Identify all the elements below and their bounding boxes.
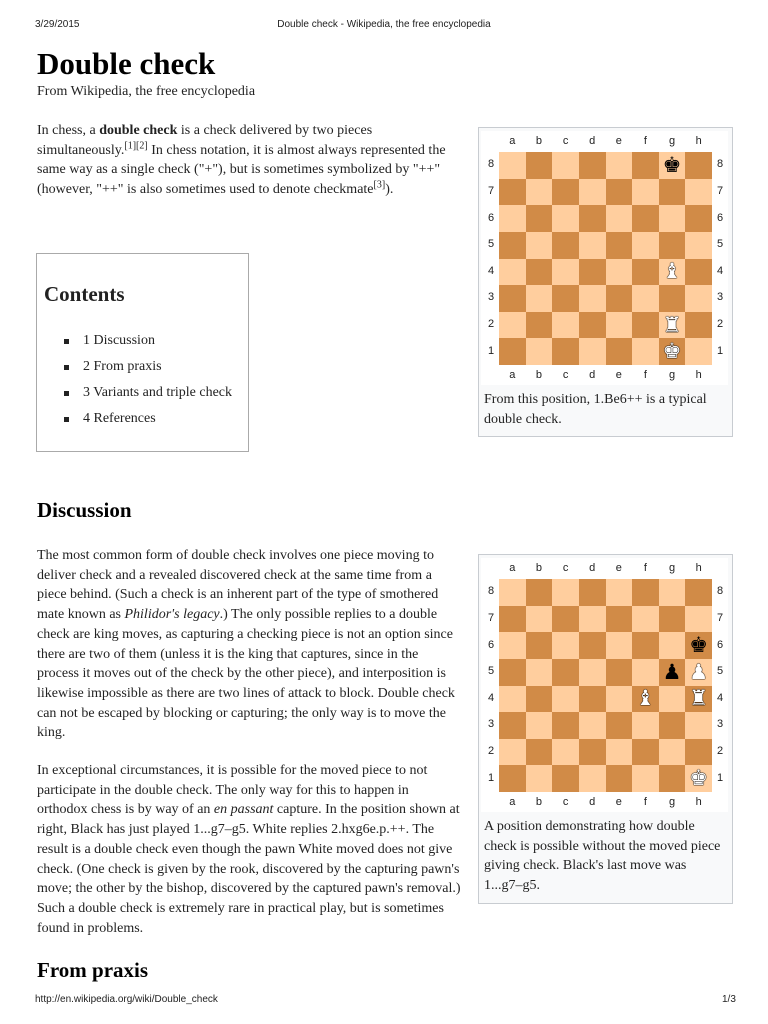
rank-label-7: 7 xyxy=(487,611,495,624)
square-f7 xyxy=(632,179,659,206)
term-philidors-legacy[interactable]: Philidor's legacy xyxy=(124,607,220,623)
square-c2 xyxy=(552,739,579,766)
file-label-d: d xyxy=(589,562,596,574)
toc-item-references[interactable]: 4 References xyxy=(37,410,232,436)
square-d1 xyxy=(579,765,606,792)
term-en-passant[interactable]: en passant xyxy=(213,802,274,818)
square-f8 xyxy=(632,152,659,179)
square-b4 xyxy=(526,686,553,713)
square-h3 xyxy=(685,285,712,312)
square-h4 xyxy=(685,259,712,286)
square-a7 xyxy=(499,606,526,633)
square-d8 xyxy=(579,579,606,606)
square-f3 xyxy=(632,285,659,312)
print-title: Double check - Wikipedia, the free encyclopedia xyxy=(277,19,491,30)
rank-label-6: 6 xyxy=(716,638,724,651)
square-b5 xyxy=(526,659,553,686)
square-c8 xyxy=(552,152,579,179)
square-f8 xyxy=(632,579,659,606)
square-e1 xyxy=(606,338,633,365)
white-piece-icon: ♚ xyxy=(662,339,682,364)
square-h1 xyxy=(685,338,712,365)
square-e7 xyxy=(606,179,633,206)
square-e3 xyxy=(606,285,633,312)
square-g5 xyxy=(659,659,686,686)
file-label-a: a xyxy=(509,135,516,147)
file-label-c: c xyxy=(562,562,569,574)
square-g7 xyxy=(659,179,686,206)
square-g4 xyxy=(659,686,686,713)
square-g1 xyxy=(659,765,686,792)
square-e4 xyxy=(606,259,633,286)
square-g2 xyxy=(659,739,686,766)
ref-link[interactable]: [1] xyxy=(124,140,137,152)
square-b8 xyxy=(526,579,553,606)
toc-item-variants[interactable]: 3 Variants and triple check xyxy=(37,384,232,410)
square-h5 xyxy=(685,659,712,686)
rank-label-7: 7 xyxy=(716,611,724,624)
toc-title: Contents xyxy=(44,282,125,306)
file-label-f: f xyxy=(643,135,647,147)
file-label-h: h xyxy=(695,135,702,147)
square-d2 xyxy=(579,739,606,766)
square-f4 xyxy=(632,259,659,286)
square-a8 xyxy=(499,152,526,179)
square-g5 xyxy=(659,232,686,259)
ref-link[interactable]: [2] xyxy=(136,140,148,152)
rank-label-5: 5 xyxy=(716,238,724,251)
rank-label-2: 2 xyxy=(487,318,495,331)
rank-label-4: 4 xyxy=(487,691,495,704)
square-h6 xyxy=(685,205,712,232)
square-e6 xyxy=(606,632,633,659)
square-b8 xyxy=(526,152,553,179)
print-page-number: 1/3 xyxy=(722,994,736,1005)
rank-label-4: 4 xyxy=(487,264,495,277)
discussion-paragraph-1: The most common form of double check involves one piece moving to deliver check and a revealed discovered check at the same time from a piece behind. (Such a check is an inherent part of the type of smothered mate known as Philidor's legacy.) The only possible replies to a double check are king moves, as capturing a checking piece is not an option since there are two of them (unless it is the king that captures, since in the process it moves out of the check by the other piece), and interposition is likewise impossible as there are two lines of attack to block. Double check can not be escaped by blocking or capturing; the only way is to move the king. xyxy=(37,548,455,741)
square-d5 xyxy=(579,232,606,259)
square-f6 xyxy=(632,632,659,659)
rank-label-3: 3 xyxy=(716,291,724,304)
rank-label-1: 1 xyxy=(716,771,724,784)
square-a5 xyxy=(499,232,526,259)
square-a3 xyxy=(499,285,526,312)
chess-figure-1 xyxy=(478,127,733,437)
square-g4 xyxy=(659,259,686,286)
square-a6 xyxy=(499,205,526,232)
square-a5 xyxy=(499,659,526,686)
black-piece-icon: ♚ xyxy=(689,633,709,658)
square-b6 xyxy=(526,632,553,659)
file-label-e: e xyxy=(615,369,622,381)
square-c6 xyxy=(552,632,579,659)
square-g3 xyxy=(659,712,686,739)
square-f5 xyxy=(632,659,659,686)
square-f4 xyxy=(632,686,659,713)
square-h2 xyxy=(685,312,712,339)
white-piece-icon: ♚ xyxy=(689,766,709,791)
square-d4 xyxy=(579,259,606,286)
file-label-c: c xyxy=(562,369,569,381)
square-b3 xyxy=(526,285,553,312)
ref-link[interactable]: [3] xyxy=(373,179,386,191)
square-b7 xyxy=(526,179,553,206)
discussion-paragraph-2: In exceptional circumstances, it is possible for the moved piece to not participate in the double check. The only way for this to happen in orthodox chess is by way of an en passant capture. In the position shown at right, Black has just played 1...g7–g5. White replies 2.hxg6e.p.++. The result is a double check even though the pawn White moved does not give check. (One check is given by the rook, discovered by the capturing pawn's move; the other by the bishop, discovered by the captured pawn's removal.) Such a double check is extremely rare in practical play, but is sometimes found in problems. xyxy=(37,763,461,936)
file-label-d: d xyxy=(589,796,596,808)
file-label-a: a xyxy=(509,796,516,808)
rank-label-6: 6 xyxy=(487,638,495,651)
rank-label-2: 2 xyxy=(716,745,724,758)
file-label-a: a xyxy=(509,369,516,381)
square-b5 xyxy=(526,232,553,259)
rank-label-3: 3 xyxy=(487,291,495,304)
file-label-c: c xyxy=(562,135,569,147)
square-e8 xyxy=(606,579,633,606)
table-of-contents xyxy=(36,253,249,452)
white-piece-icon: ♜ xyxy=(662,312,682,337)
rank-label-2: 2 xyxy=(487,745,495,758)
file-label-b: b xyxy=(535,796,542,808)
square-c4 xyxy=(552,259,579,286)
rank-label-4: 4 xyxy=(716,691,724,704)
square-h7 xyxy=(685,179,712,206)
square-d1 xyxy=(579,338,606,365)
square-e1 xyxy=(606,765,633,792)
white-piece-icon: ♜ xyxy=(689,686,709,711)
rank-label-1: 1 xyxy=(487,344,495,357)
rank-label-7: 7 xyxy=(716,184,724,197)
board-grid xyxy=(499,579,712,792)
file-label-b: b xyxy=(535,135,542,147)
section-heading-from-praxis: From praxis xyxy=(37,958,149,982)
square-c1 xyxy=(552,765,579,792)
square-f3 xyxy=(632,712,659,739)
file-label-a: a xyxy=(509,562,516,574)
white-piece-icon: ♝ xyxy=(662,259,682,284)
square-c4 xyxy=(552,686,579,713)
file-label-h: h xyxy=(695,796,702,808)
file-label-e: e xyxy=(615,562,622,574)
section-heading-discussion: Discussion xyxy=(37,498,132,522)
square-g8 xyxy=(659,579,686,606)
square-h2 xyxy=(685,739,712,766)
rank-label-4: 4 xyxy=(716,264,724,277)
figure-caption: From this position, 1.Be6++ is a typical double check. xyxy=(484,392,707,427)
square-h3 xyxy=(685,712,712,739)
square-f5 xyxy=(632,232,659,259)
file-label-g: g xyxy=(669,135,676,147)
square-c3 xyxy=(552,285,579,312)
square-e2 xyxy=(606,739,633,766)
file-label-h: h xyxy=(695,369,702,381)
intro-paragraph: In chess, a double check is a check delivered by two pieces simultaneously.[1][2] In chess notation, it is almost always represented the same way as a single check ("+"), but is sometimes symbolized by "++" (however, "++" is also sometimes used to denote checkmate[3]). xyxy=(37,123,446,198)
square-e8 xyxy=(606,152,633,179)
square-h4 xyxy=(685,686,712,713)
square-a2 xyxy=(499,739,526,766)
black-piece-icon: ♚ xyxy=(662,152,682,177)
square-a4 xyxy=(499,686,526,713)
square-d3 xyxy=(579,712,606,739)
file-label-b: b xyxy=(535,369,542,381)
square-a1 xyxy=(499,338,526,365)
square-b1 xyxy=(526,765,553,792)
square-c5 xyxy=(552,659,579,686)
square-h8 xyxy=(685,579,712,606)
rank-label-6: 6 xyxy=(487,211,495,224)
square-d6 xyxy=(579,205,606,232)
square-g6 xyxy=(659,205,686,232)
square-f2 xyxy=(632,739,659,766)
rank-label-3: 3 xyxy=(487,718,495,731)
square-c6 xyxy=(552,205,579,232)
square-h6 xyxy=(685,632,712,659)
file-label-g: g xyxy=(669,562,676,574)
square-e4 xyxy=(606,686,633,713)
rank-label-5: 5 xyxy=(487,665,495,678)
rank-label-8: 8 xyxy=(487,158,495,171)
black-piece-icon: ♟ xyxy=(662,659,682,684)
square-h5 xyxy=(685,232,712,259)
square-c3 xyxy=(552,712,579,739)
square-a2 xyxy=(499,312,526,339)
page-title: Double check xyxy=(37,46,216,81)
square-c2 xyxy=(552,312,579,339)
square-h1 xyxy=(685,765,712,792)
square-f2 xyxy=(632,312,659,339)
square-c7 xyxy=(552,606,579,633)
print-date: 3/29/2015 xyxy=(35,19,80,30)
square-b6 xyxy=(526,205,553,232)
square-e6 xyxy=(606,205,633,232)
page-subtitle: From Wikipedia, the free encyclopedia xyxy=(37,84,256,99)
square-g3 xyxy=(659,285,686,312)
square-c7 xyxy=(552,179,579,206)
file-label-b: b xyxy=(535,562,542,574)
toc-item-discussion[interactable]: 1 Discussion xyxy=(37,332,232,358)
square-a4 xyxy=(499,259,526,286)
square-b1 xyxy=(526,338,553,365)
square-a7 xyxy=(499,179,526,206)
square-b7 xyxy=(526,606,553,633)
square-e7 xyxy=(606,606,633,633)
square-e3 xyxy=(606,712,633,739)
square-f1 xyxy=(632,765,659,792)
square-g7 xyxy=(659,606,686,633)
chess-board xyxy=(481,131,728,385)
print-url: http://en.wikipedia.org/wiki/Double_check xyxy=(35,994,218,1005)
rank-label-5: 5 xyxy=(716,665,724,678)
toc-list xyxy=(37,332,232,436)
square-d2 xyxy=(579,312,606,339)
white-piece-icon: ♟ xyxy=(689,659,709,684)
square-h8 xyxy=(685,152,712,179)
board-grid xyxy=(499,152,712,365)
rank-label-1: 1 xyxy=(716,344,724,357)
square-d4 xyxy=(579,686,606,713)
square-g8 xyxy=(659,152,686,179)
chess-board xyxy=(481,558,728,812)
square-d5 xyxy=(579,659,606,686)
file-label-f: f xyxy=(643,796,647,808)
square-f1 xyxy=(632,338,659,365)
file-label-h: h xyxy=(695,562,702,574)
rank-label-8: 8 xyxy=(716,585,724,598)
rank-label-8: 8 xyxy=(716,158,724,171)
square-c8 xyxy=(552,579,579,606)
square-a1 xyxy=(499,765,526,792)
square-f6 xyxy=(632,205,659,232)
square-e5 xyxy=(606,659,633,686)
square-d7 xyxy=(579,606,606,633)
file-label-f: f xyxy=(643,369,647,381)
file-label-d: d xyxy=(589,135,596,147)
square-d8 xyxy=(579,152,606,179)
square-g1 xyxy=(659,338,686,365)
file-label-f: f xyxy=(643,562,647,574)
file-label-g: g xyxy=(669,369,676,381)
file-label-d: d xyxy=(589,369,596,381)
figure-caption: A position demonstrating how double check is possible without the moved piece giving check. Black's last move was 1...g7–g5. xyxy=(484,819,721,893)
square-a6 xyxy=(499,632,526,659)
square-b2 xyxy=(526,739,553,766)
square-c1 xyxy=(552,338,579,365)
file-label-e: e xyxy=(615,135,622,147)
square-b2 xyxy=(526,312,553,339)
square-e2 xyxy=(606,312,633,339)
square-c5 xyxy=(552,232,579,259)
square-h7 xyxy=(685,606,712,633)
rank-label-7: 7 xyxy=(487,184,495,197)
square-b3 xyxy=(526,712,553,739)
rank-label-1: 1 xyxy=(487,771,495,784)
square-d6 xyxy=(579,632,606,659)
rank-label-2: 2 xyxy=(716,318,724,331)
square-e5 xyxy=(606,232,633,259)
square-a3 xyxy=(499,712,526,739)
square-f7 xyxy=(632,606,659,633)
square-g2 xyxy=(659,312,686,339)
square-a8 xyxy=(499,579,526,606)
square-g6 xyxy=(659,632,686,659)
file-label-g: g xyxy=(669,796,676,808)
white-piece-icon: ♝ xyxy=(636,686,655,711)
file-label-c: c xyxy=(562,796,569,808)
file-label-e: e xyxy=(615,796,622,808)
square-d3 xyxy=(579,285,606,312)
rank-label-6: 6 xyxy=(716,211,724,224)
rank-label-3: 3 xyxy=(716,718,724,731)
rank-label-8: 8 xyxy=(487,585,495,598)
term-double-check: double check xyxy=(99,123,178,138)
chess-figure-2 xyxy=(478,554,733,904)
toc-item-from-praxis[interactable]: 2 From praxis xyxy=(37,358,232,384)
square-b4 xyxy=(526,259,553,286)
rank-label-5: 5 xyxy=(487,238,495,251)
square-d7 xyxy=(579,179,606,206)
